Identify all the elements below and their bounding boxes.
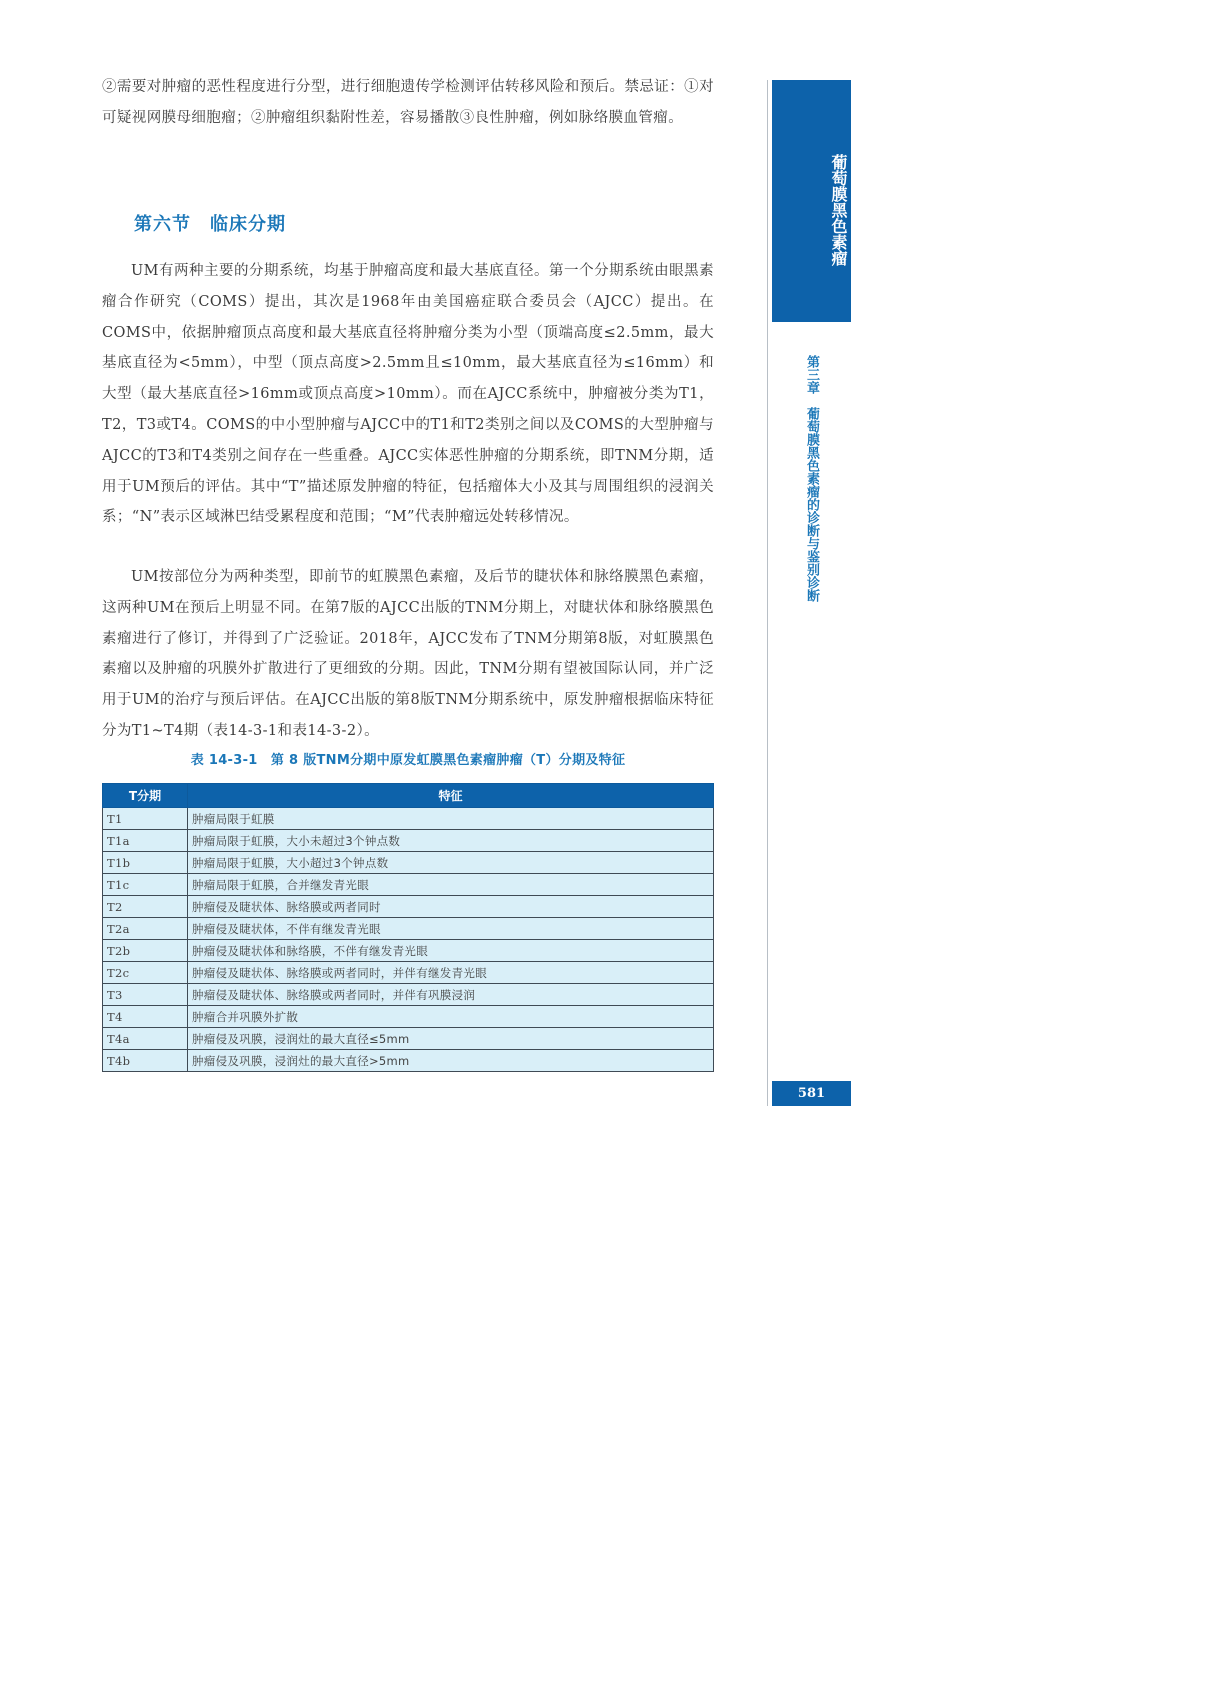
table-row — [103, 918, 714, 940]
feature-cell: 肿瘤侵及巩膜，浸润灶的最大直径>5mm — [188, 1050, 714, 1072]
stage-cell: T1 — [103, 808, 188, 830]
stage-cell: T1a — [103, 830, 188, 852]
page-number: 581 — [772, 1081, 851, 1106]
feature-cell: 肿瘤局限于虹膜，合并继发青光眼 — [188, 874, 714, 896]
body-paragraph: UM按部位分为两种类型，即前节的虹膜黑色素瘤，及后节的睫状体和脉络膜黑色素瘤，这两种UM在预后上明显不同。在第7版的AJCC出版的TNM分期上，对睫状体和脉络膜黑色素瘤进行了修订，并得到了广泛验证。2018年，AJCC发布了TNM分期第8版，对虹膜黑色素瘤以及肿瘤的巩膜外扩散进行了更细致的分期。因此，TNM分期有望被国际认同，并广泛用于UM的治疗与预后评估。在AJCC出版的第8版TNM分期系统中，原发肿瘤根据临床特征分为T1~T4期（表14-3-1和表14-3-2）。 — [102, 569, 714, 739]
side-tab-title: 葡萄膜黑色素瘤 — [829, 154, 848, 266]
feature-cell: 肿瘤侵及睫状体、脉络膜或两者同时，并伴有继发青光眼 — [188, 962, 714, 984]
feature-cell: 肿瘤局限于虹膜，大小超过3个钟点数 — [188, 852, 714, 874]
intro-paragraph: ②需要对肿瘤的恶性程度进行分型，进行细胞遗传学检测评估转移风险和预后。禁忌证：①对可疑视网膜母细胞瘤；②肿瘤组织黏附性差，容易播散③良性肿瘤，例如脉络膜血管瘤。 — [102, 79, 714, 126]
stage-cell: T4a — [103, 1028, 188, 1050]
feature-cell: 肿瘤局限于虹膜，大小未超过3个钟点数 — [188, 830, 714, 852]
feature-cell: 肿瘤侵及睫状体，不伴有继发青光眼 — [188, 918, 714, 940]
stage-cell: T3 — [103, 984, 188, 1006]
table-header-row — [103, 784, 714, 808]
stage-cell: T4 — [103, 1006, 188, 1028]
stage-cell: T2a — [103, 918, 188, 940]
table-row — [103, 808, 714, 830]
stage-cell: T2b — [103, 940, 188, 962]
table-row — [103, 1050, 714, 1072]
table-row — [103, 896, 714, 918]
table-row — [103, 852, 714, 874]
stage-cell: T2 — [103, 896, 188, 918]
stage-cell: T1c — [103, 874, 188, 896]
stage-cell: T1b — [103, 852, 188, 874]
table-row — [103, 940, 714, 962]
table-row — [103, 962, 714, 984]
running-chapter-title: 第三章 葡萄膜黑色素瘤的诊断与鉴别诊断 — [804, 355, 819, 602]
table-row — [103, 830, 714, 852]
feature-cell: 肿瘤侵及巩膜，浸润灶的最大直径≤5mm — [188, 1028, 714, 1050]
stage-cell: T2c — [103, 962, 188, 984]
feature-cell: 肿瘤侵及睫状体和脉络膜，不伴有继发青光眼 — [188, 940, 714, 962]
margin-divider — [767, 80, 768, 1106]
table-caption: 表 14-3-1 第 8 版TNM分期中原发虹膜黑色素瘤肿瘤（T）分期及特征 — [190, 753, 626, 768]
stage-cell: T4b — [103, 1050, 188, 1072]
section-heading: 第六节 临床分期 — [134, 214, 286, 235]
tnm-table — [102, 783, 714, 1072]
feature-cell: 肿瘤局限于虹膜 — [188, 808, 714, 830]
table-row — [103, 984, 714, 1006]
header-stage: T分期 — [103, 784, 188, 808]
body-paragraph: UM有两种主要的分期系统，均基于肿瘤高度和最大基底直径。第一个分期系统由眼黑素瘤合作研究（COMS）提出，其次是1968年由美国癌症联合委员会（AJCC）提出。在COMS中，依据肿瘤顶点高度和最大基底直径将肿瘤分类为小型（顶端高度≤2.5mm，最大基底直径为<5mm），中型（顶点高度>2.5mm且≤10mm，最大基底直径为≤16mm）和大型（最大基底直径>16mm或顶点高度>10mm）。而在AJCC系统中，肿瘤被分类为T1，T2，T3或T4。COMS的中小型肿瘤与AJCC中的T1和T2类别之间以及COMS的大型肿瘤与AJCC的T3和T4类别之间存在一些重叠。AJCC实体恶性肿瘤的分期系统，即TNM分期，适用于UM预后的评估。其中“T”描述原发肿瘤的特征，包括瘤体大小及其与周围组织的浸润关系；“N”表示区域淋巴结受累程度和范围；“M”代表肿瘤远处转移情况。 — [102, 263, 714, 526]
table-row — [103, 874, 714, 896]
header-feature: 特征 — [188, 784, 714, 808]
table-row — [103, 1028, 714, 1050]
table-row — [103, 1006, 714, 1028]
chapter-side-tab — [772, 80, 851, 322]
feature-cell: 肿瘤侵及睫状体、脉络膜或两者同时，并伴有巩膜浸润 — [188, 984, 714, 1006]
feature-cell: 肿瘤合并巩膜外扩散 — [188, 1006, 714, 1028]
feature-cell: 肿瘤侵及睫状体、脉络膜或两者同时 — [188, 896, 714, 918]
